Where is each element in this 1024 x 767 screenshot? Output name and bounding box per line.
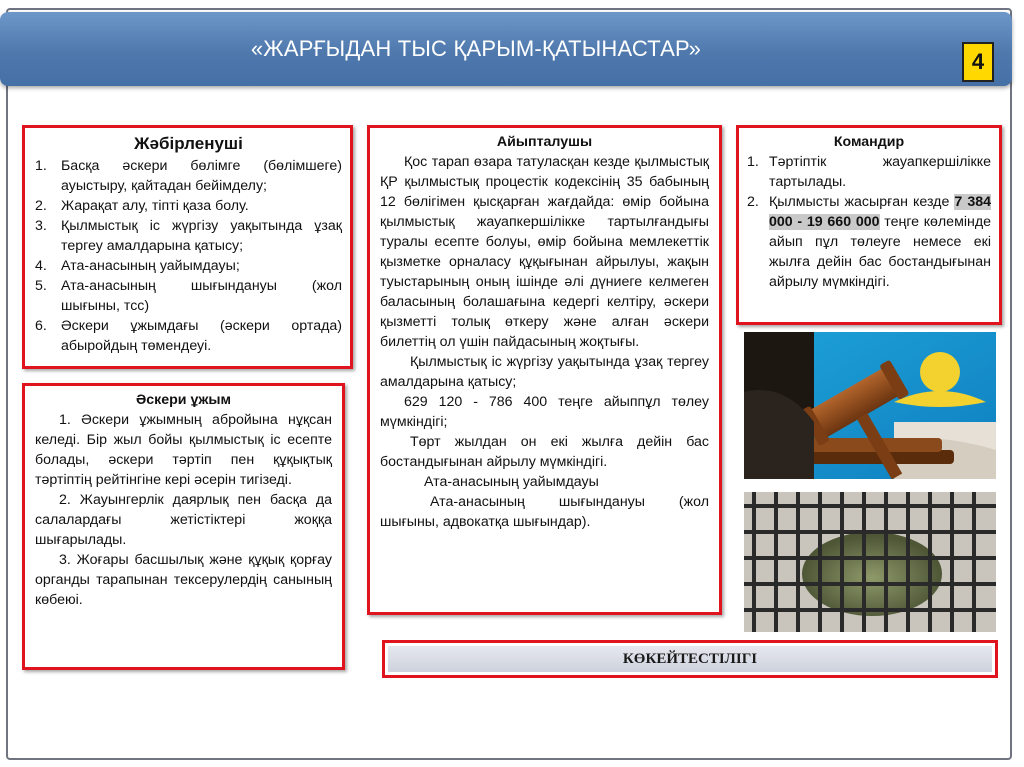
accused-paragraph: 629 120 - 786 400 теңге айыппұл төлеу мүмкіндігі; [380,394,709,430]
page-number-badge: 4 [962,42,994,82]
list-item: 2. Жарақат алу, тіпті қаза болу. [35,198,249,214]
collective-paragraph: 1. Әскери ұжымның абройына нұқсан келеді. Бір жыл бойы қылмыстық іс есепте болады, әскери тәртіп пен құқықтық тәртіптің рейтінгіне кері әсерін тигізеді. [35,412,332,488]
accused-paragraph: Төрт жылдан он екі жылға дейін бас бостандығынан айрылу мүмкіндігі. [380,434,709,470]
prison-bars-image [744,492,996,632]
list-item: 2. Қылмысты жасырған кезде 7 384 000 - 19 660 000 теңге көлемінде айып пұл төлеуге немесе екі жылға дейін бас бостандығынан айрылу мүмкіндігі. [747,194,991,290]
relevance-bar [382,640,998,678]
list-item: 4. Ата-анасының уайымдауы; [35,258,240,274]
victim-list [35,156,342,356]
collective-paragraph: 3. Жоғары басшылық және құқық қорғау органды тарапынан тексерулердің санының көбеюі. [35,552,332,608]
accused-paragraph: Қос тарап өзара татуласқан кезде қылмыстық ҚР қылмыстық процестік кодексінің 35 бабының 12 бөлігімен қысқарған жағдайда: өмір бойына қылмыстық жауапкершілікке тартылғандығы туралы есепте болуы, өмір бойына мемлекеттік қызметке орналасу құқығынан айрылуы, жақын туыстарының оның ішінде әлі дүниеге келмеген баласының болашағына кедергі келтіру, әскери қызметті толық өткеру және алған әскери билеттің ол үшін пайдасының жоқтығы. [380,154,709,350]
accused-title: Айыпталушы [496,134,593,150]
commander-box [736,125,1002,325]
list-item: 3. Қылмыстық іс жүргізу уақытында ұзақ тергеу амалдарына қатысу; [35,218,342,254]
collective-paragraph: 2. Жауынгерлік даярлық пен басқа да салалардағы жетістіктері жоққа шығарылады. [35,492,332,548]
list-item: 1. Басқа әскери бөлімге (бөлімшеге) ауыстыру, қайтадан бейімделу; [35,158,342,194]
accused-paragraph: Ата-анасының шығындануы (жол шығыны, адвокатқа шығындар). [380,494,709,530]
collective-box [22,383,345,670]
list-item: 5. Ата-анасының шығындануы (жол шығыны, тсс) [35,278,342,314]
gavel-flag-image [744,332,996,479]
relevance-label: КӨКЕЙТЕСТІЛІГІ [388,646,992,672]
list-item: 6. Әскери ұжымдағы (әскери ортада) абыройдың төмендеуі. [35,318,342,354]
commander-list [747,152,991,292]
list-item: 1. Тәртіптік жауапкершілікке тартылады. [747,154,991,190]
accused-paragraph: Қылмыстық іс жүргізу уақытында ұзақ тергеу амалдарына қатысу; [380,354,709,390]
victim-title: Жәбірленуші [134,134,243,153]
header-bar [0,12,1012,86]
victim-box [22,125,353,369]
accused-paragraph: Ата-анасының уайымдауы [424,474,599,490]
accused-box [367,125,722,615]
slide-title: «ЖАРҒЫДАН ТЫС ҚАРЫМ-ҚАТЫНАСТАР» [250,36,702,61]
fine-amount-highlight: 7 384 000 - 19 660 000 [769,194,991,230]
commander-title: Командир [833,134,905,150]
collective-title: Әскери ұжым [135,392,232,408]
